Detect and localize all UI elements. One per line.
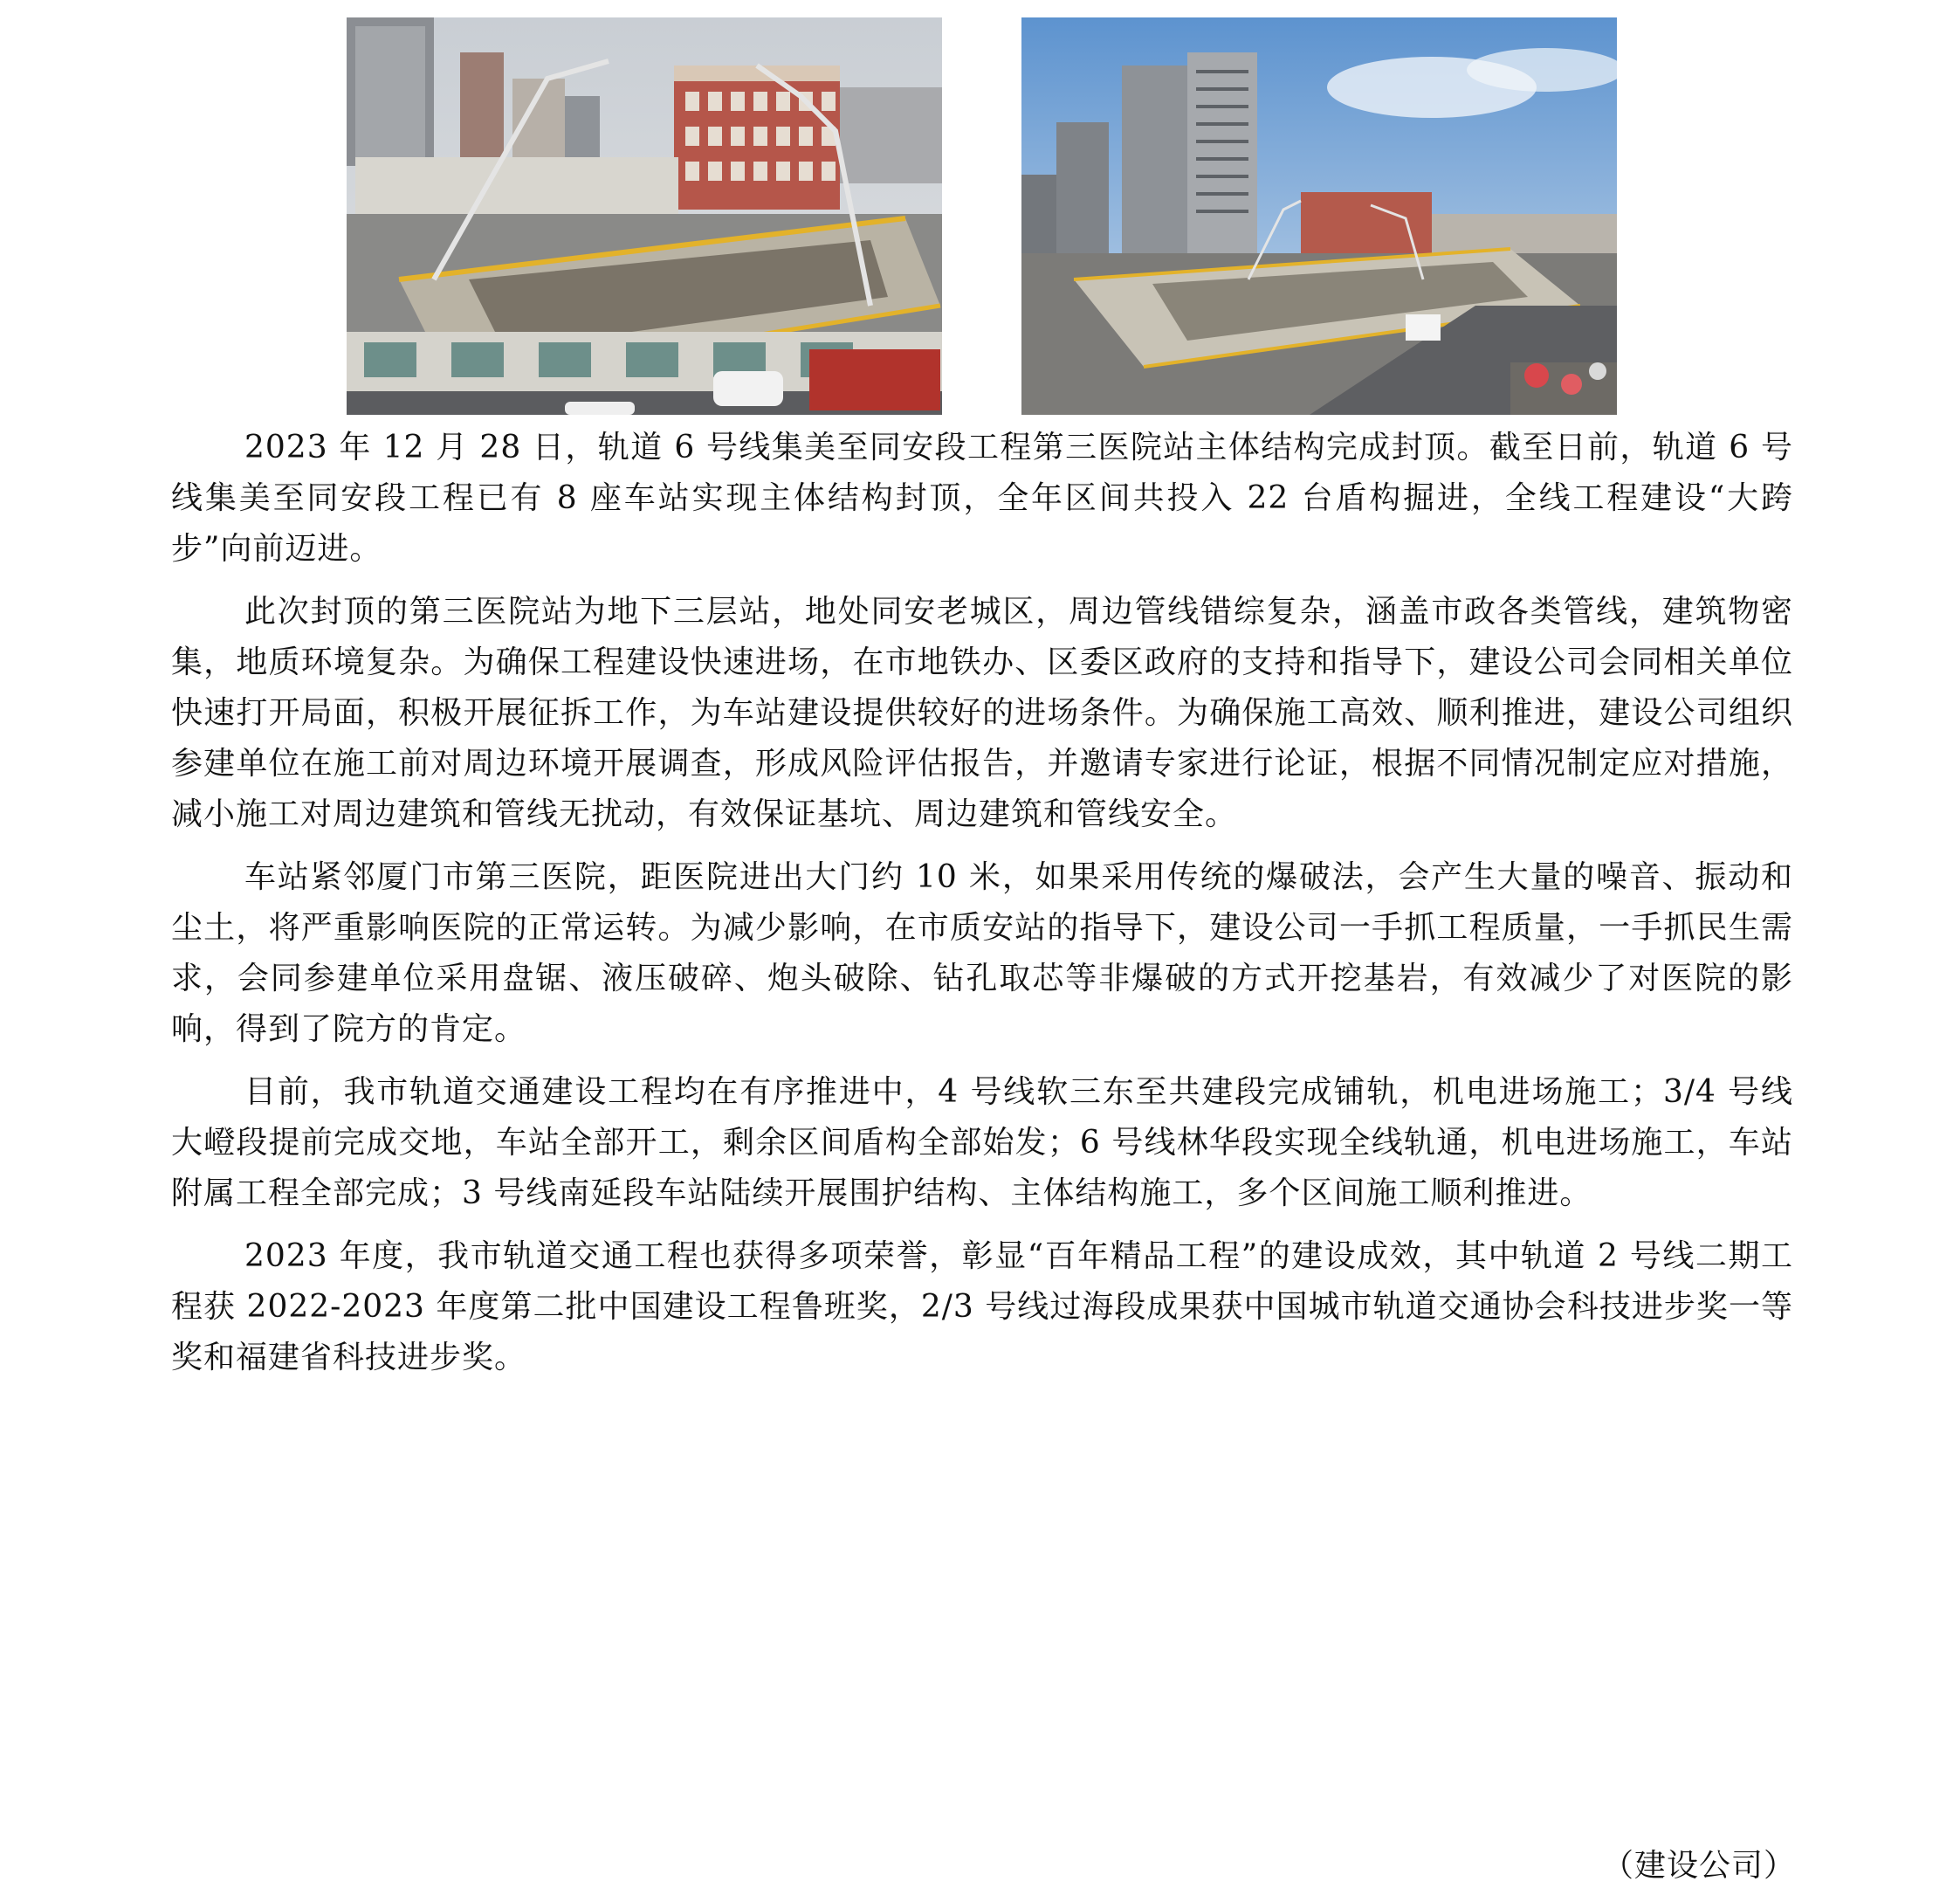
article-paragraph-4: 目前，我市轨道交通建设工程均在有序推进中，4 号线软三东至共建段完成铺轨，机电进场施工；3/4 号线大嶝段提前完成交地，车站全部开工，剩余区间盾构全部始发；6 号线林华段实现全线轨通，机电进场施工，车站附属工程全部完成；3 号线南延段车站陆续开展围护结构、主体结构施工，多个区间施工顺利推进。 [171,1074,1793,1211]
construction-site-photo-close [347,17,942,415]
article-paragraph-5: 2023 年度，我市轨道交通工程也获得多项荣誉，彰显“百年精品工程”的建设成效，其中轨道 2 号线二期工程获 2022-2023 年度第二批中国建设工程鲁班奖，2/3 号线过海段成果获中国城市轨道交通协会科技进步奖一等奖和福建省科技进步奖。 [171,1238,1793,1375]
article-paragraph-3: 车站紧邻厦门市第三医院，距医院进出大门约 10 米，如果采用传统的爆破法，会产生大量的噪音、振动和尘土，将严重影响医院的正常运转。为减少影响，在市质安站的指导下，建设公司一手抓工程质量，一手抓民生需求，会同参建单位采用盘锯、液压破碎、炮头破除、钻孔取芯等非爆破的方式开挖基岩，有效减少了对医院的影响，得到了院方的肯定。 [171,859,1793,1047]
construction-scene-aerial-illustration [1021,17,1617,415]
article-paragraph-2: 此次封顶的第三医院站为地下三层站，地处同安老城区，周边管线错综复杂，涵盖市政各类管线，建筑物密集，地质环境复杂。为确保工程建设快速进场，在市地铁办、区委区政府的支持和指导下，建设公司会同相关单位快速打开局面，积极开展征拆工作，为车站建设提供较好的进场条件。为确保施工高效、顺利推进，建设公司组织参建单位在施工前对周边环境开展调查，形成风险评估报告，并邀请专家进行论证，根据不同情况制定应对措施，减小施工对周边建筑和管线无扰动，有效保证基坑、周边建筑和管线安全。 [171,594,1793,832]
construction-scene-close-illustration [347,17,942,415]
article-paragraph-1: 2023 年 12 月 28 日，轨道 6 号线集美至同安段工程第三医院站主体结构完成封顶。截至日前，轨道 6 号线集美至同安段工程已有 8 座车站实现主体结构封顶，全年区间共投入 22 台盾构掘进，全线工程建设“大跨步”向前迈进。 [171,430,1793,567]
news-article [171,423,1793,1383]
article-signature: （建设公司） [1601,1848,1796,1884]
construction-site-photo-aerial [1021,17,1617,415]
